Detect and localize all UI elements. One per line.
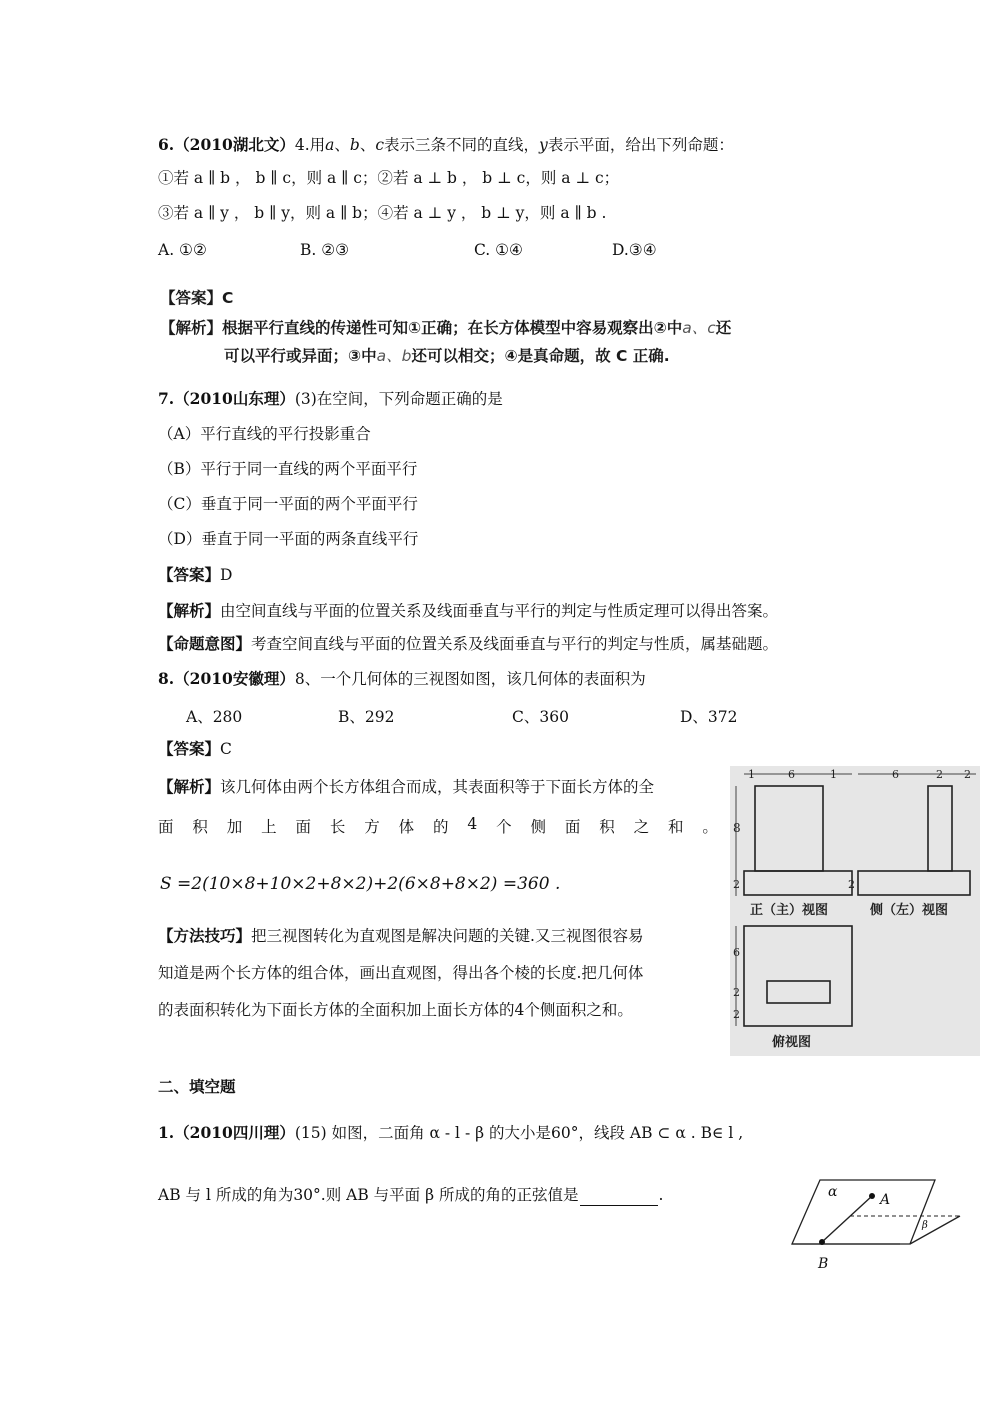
q7-tag: 7.（2010山东理）: [158, 389, 295, 408]
q6-stem-post: 表示平面，给出下列命题：: [547, 136, 734, 154]
q6-analysis-line2: [224, 344, 670, 366]
q8-analysis: [158, 776, 654, 798]
fill1-tag: 1.（2010四川理）: [158, 1123, 295, 1142]
q8-analysis-line2: [158, 815, 718, 837]
front-upper-block: [755, 786, 823, 871]
q7-stem: [158, 388, 503, 410]
section-heading: 二、填空题: [158, 1077, 236, 1096]
three-view-figure: [730, 766, 980, 1056]
label-beta: β: [922, 1220, 928, 1231]
analysis-text: 还可以相交；④是真命题，故 C 正确.: [411, 347, 670, 365]
label-alpha: α: [828, 1184, 838, 1200]
intent-text: 考查空间直线与平面的位置关系及线面垂直与平行的判定与性质，属基础题。: [251, 635, 779, 653]
intent-label: 【命题意图】: [158, 634, 252, 653]
fill1-line2: [158, 1184, 663, 1206]
q7-answer: [158, 564, 232, 586]
dihedral-figure: [780, 1168, 965, 1278]
side-upper-block: [928, 786, 952, 871]
method-label: 【方法技巧】: [158, 926, 252, 945]
period: .: [658, 1186, 664, 1204]
char: 长: [329, 818, 346, 836]
plane-alpha: [792, 1180, 935, 1244]
analysis-text: 该几何体由两个长方体组合而成，其表面积等于下面长方体的全: [220, 778, 655, 796]
q7-stem-text: (3)在空间，下列命题正确的是: [294, 390, 503, 408]
q8-option-a: A、280: [186, 708, 243, 726]
q6-stem-pre: 4.用: [294, 136, 326, 154]
var-b: b: [349, 136, 360, 154]
q6-propositions-2: ③若 a ∥ y ， b ∥ y，则 a ∥ b；④若 a ⊥ y ， b ⊥ y，则 a ∥ b .: [158, 204, 607, 222]
answer-label: 【答案】: [160, 289, 223, 307]
answer-value: D: [220, 566, 233, 584]
var-y: y: [539, 136, 548, 154]
top-view-label: 俯视图: [772, 1034, 812, 1049]
front-view-label: 正（主）视图: [750, 902, 829, 917]
answer-label: 【答案】: [158, 739, 221, 758]
q8-formula: S =2(10×8+10×2+8×2)+2(6×8+8×2) =360 .: [160, 874, 561, 894]
analysis-label: 【解析】: [160, 319, 223, 337]
char: 面: [158, 818, 174, 836]
q8-method-line2: 知道是两个长方体的组合体，画出直观图，得出各个棱的长度.把几何体: [158, 964, 644, 982]
side-dim-6: 6: [892, 768, 899, 781]
answer-value: C: [222, 289, 234, 307]
q6-propositions-1: ①若 a ∥ b ， b ∥ c，则 a ∥ c；②若 a ⊥ b ， b ⊥ c，则 a ⊥ c；: [158, 169, 620, 187]
three-view-svg: [730, 766, 980, 1056]
q6-option-d: D.③④: [612, 241, 657, 259]
answer-blank[interactable]: [580, 1189, 658, 1206]
front-dim-6: 6: [788, 768, 795, 781]
char: 面: [564, 818, 581, 836]
answer-label: 【答案】: [158, 565, 221, 584]
q8-option-c: C、360: [512, 708, 569, 726]
label-b: B: [818, 1256, 829, 1272]
side-view-label: 侧（左）视图: [870, 902, 949, 917]
analysis-text: 还: [715, 319, 732, 337]
q8-method-line3: 的表面积转化为下面长方体的全面积加上面长方体的4个侧面积之和。: [158, 1001, 633, 1019]
q6-stem: [158, 134, 734, 156]
char: 之: [633, 818, 650, 836]
top-outer-rect: [744, 926, 852, 1026]
q7-option-d: （D）垂直于同一平面的两条直线平行: [158, 530, 419, 548]
char: 加: [226, 818, 243, 836]
side-dim-2: 2: [936, 768, 943, 781]
q6-option-c: C. ①④: [474, 241, 523, 259]
point-b-dot: [819, 1239, 825, 1245]
analysis-text: 由空间直线与平面的位置关系及线面垂直与平行的判定与性质定理可以得出答案。: [220, 602, 779, 620]
analysis-label: 【解析】: [158, 601, 221, 620]
analysis-text: 根据平行直线的传递性可知①正确；在长方体模型中容易观察出②中: [222, 319, 683, 337]
q8-answer: [158, 738, 232, 760]
front-dim-1b: 1: [830, 768, 837, 781]
q7-analysis: [158, 600, 778, 622]
q7-option-a: （A）平行直线的平行投影重合: [158, 425, 371, 443]
label-a: A: [880, 1192, 891, 1208]
var-a: a: [325, 136, 335, 154]
side-dim-left: 2: [848, 878, 855, 891]
q6-option-a: A. ①②: [158, 241, 207, 259]
side-dim-2b: 2: [964, 768, 971, 781]
char: 上: [261, 818, 277, 836]
q8-option-d: D、372: [680, 708, 738, 726]
segment-ab: [822, 1196, 872, 1242]
sep: 、: [334, 136, 350, 154]
fill1-line2-text: AB 与 l 所成的角为30°.则 AB 与平面 β 所成的角的正弦值是: [158, 1186, 579, 1204]
char: 方: [364, 818, 380, 836]
char: 个: [496, 818, 512, 836]
top-inner-rect: [767, 981, 830, 1003]
q7-intent: [158, 633, 778, 655]
q6-answer: [160, 286, 233, 308]
q6-analysis-line1: [160, 316, 731, 338]
plane-beta-edge: [910, 1216, 960, 1244]
front-dim-1: 1: [748, 768, 755, 781]
q8-tag: 8.（2010安徽理）: [158, 669, 295, 688]
var-c: c: [375, 136, 385, 154]
char: 侧: [530, 818, 546, 836]
dihedral-svg: [780, 1168, 965, 1278]
char: 积: [192, 818, 208, 836]
top-dim-2b: 2: [733, 1008, 740, 1021]
analysis-label: 【解析】: [158, 777, 221, 796]
fill1-stem: [158, 1122, 743, 1144]
char: 的: [433, 818, 449, 836]
top-dim-6: 6: [733, 946, 740, 959]
front-lower-block: [744, 871, 852, 895]
q8-stem-text: 8、一个几何体的三视图如图，该几何体的表面积为: [294, 670, 646, 688]
char: 。: [702, 818, 718, 836]
q8-option-b: B、292: [338, 708, 395, 726]
char: 积: [599, 818, 615, 836]
q6-tag: 6.（2010湖北文）: [158, 135, 295, 154]
q7-option-c: （C）垂直于同一平面的两个平面平行: [158, 495, 418, 513]
point-a-dot: [869, 1193, 875, 1199]
q6-scanned-answer: [158, 280, 843, 372]
method-text: 把三视图转化为直观图是解决问题的关键.又三视图很容易: [251, 927, 644, 945]
sep: 、: [359, 136, 376, 154]
char: 4: [467, 815, 478, 833]
front-dim-2: 2: [733, 878, 740, 891]
analysis-text: 可以平行或异面；③中: [224, 347, 377, 365]
analysis-var: a、b: [376, 347, 412, 365]
char: 体: [398, 818, 415, 836]
char: 面: [295, 818, 312, 836]
q8-stem: [158, 668, 646, 690]
analysis-var: a、c: [682, 319, 716, 337]
top-dim-2: 2: [733, 986, 740, 999]
char: 和: [667, 818, 684, 836]
q6-option-b: B. ②③: [300, 241, 350, 259]
front-dim-8: 8: [733, 821, 741, 835]
q8-method: [158, 925, 643, 947]
answer-value: C: [220, 740, 232, 758]
fill1-line1: (15) 如图，二面角 α - l - β 的大小是60°，线段 AB ⊂ α . B∈ l ,: [294, 1124, 744, 1142]
side-lower-block: [858, 871, 970, 895]
q7-option-b: （B）平行于同一直线的两个平面平行: [158, 460, 418, 478]
q6-stem-mid: 表示三条不同的直线，: [384, 136, 540, 154]
